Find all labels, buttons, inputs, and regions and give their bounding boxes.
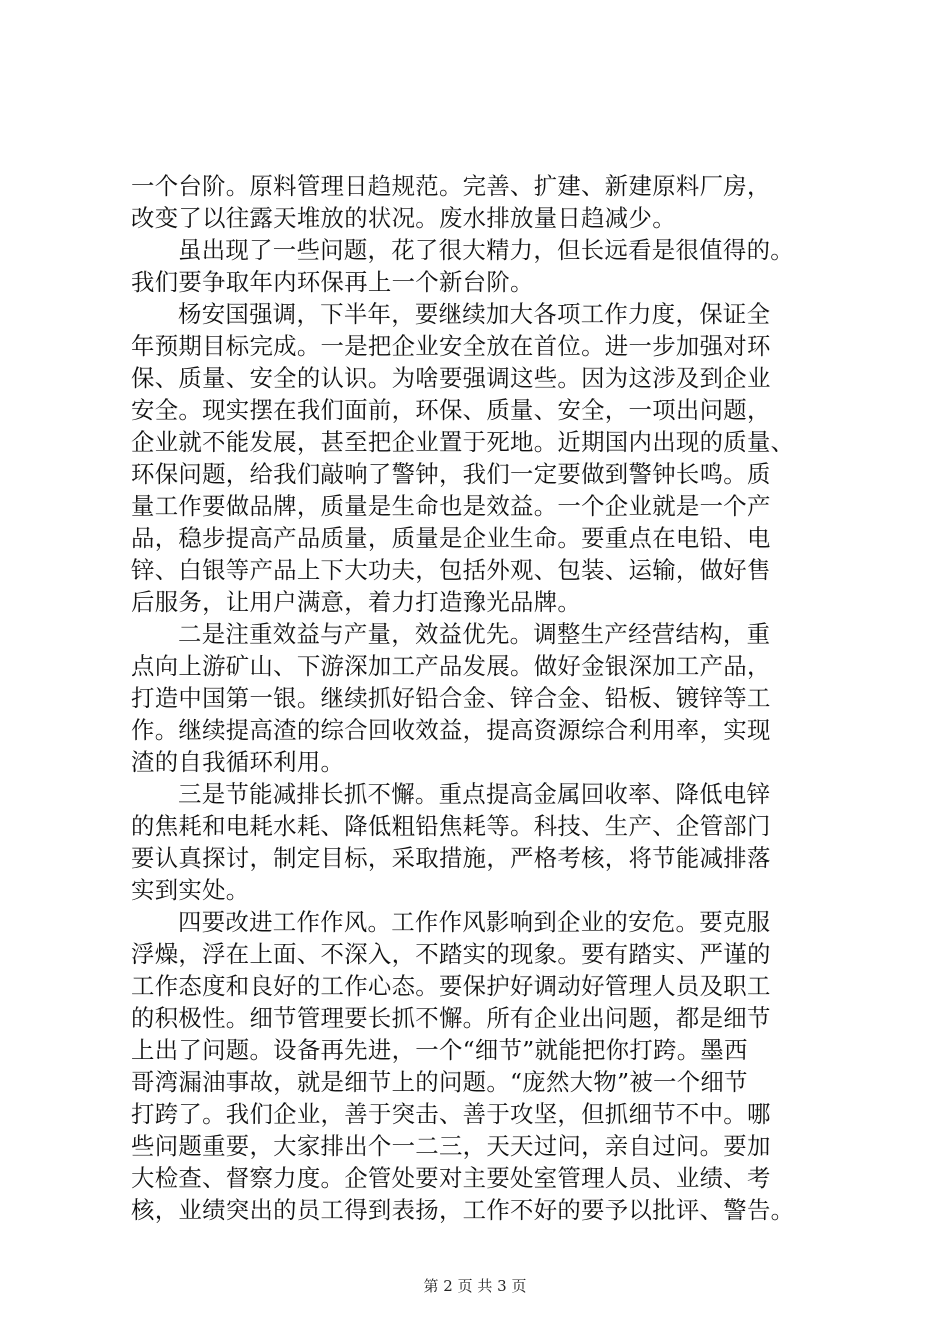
text-line: 后服务，让用户满意，着力打造豫光品牌。 — [131, 588, 582, 616]
text-line: 工作态度和良好的工作心态。要保护好调动好管理人员及职工 — [131, 972, 771, 1000]
text-line: 虽出现了一些问题，花了很大精力，但长远看是很值得的。 — [178, 236, 794, 264]
document-body — [131, 170, 831, 1226]
text-line: 点向上游矿山、下游深加工产品发展。做好金银深加工产品， — [131, 652, 771, 680]
text-line: 大检查、督察力度。企管处要对主要处室管理人员、业绩、考 — [131, 1164, 771, 1192]
text-line: 些问题重要，大家排出个一二三，天天过问，亲自过问。要加 — [131, 1132, 771, 1160]
text-line: 环保问题，给我们敲响了警钟，我们一定要做到警钟长鸣。质 — [131, 460, 771, 488]
text-line: 打跨了。我们企业，善于突击、善于攻坚，但抓细节不中。哪 — [131, 1100, 771, 1128]
text-line: 哥湾漏油事故，就是细节上的问题。“庞然大物”被一个细节 — [131, 1068, 748, 1096]
text-line: 品，稳步提高产品质量，质量是企业生命。要重点在电铅、电 — [131, 524, 771, 552]
text-line: 锌、白银等产品上下大功夫，包括外观、包装、运输，做好售 — [131, 556, 771, 584]
text-line: 我们要争取年内环保再上一个新台阶。 — [131, 268, 534, 296]
page-footer: 第 2 页 共 3 页 — [423, 1277, 527, 1295]
text-line: 改变了以往露天堆放的状况。废水排放量日趋减少。 — [131, 204, 676, 232]
text-line: 上出了问题。设备再先进，一个“细节”就能把你打跨。墨西 — [131, 1036, 748, 1064]
text-line: 渣的自我循环利用。 — [131, 748, 345, 776]
text-line: 三是节能减排长抓不懈。重点提高金属回收率、降低电锌 — [178, 780, 771, 808]
text-line: 实到实处。 — [131, 876, 250, 904]
text-line: 量工作要做品牌，质量是生命也是效益。一个企业就是一个产 — [131, 492, 771, 520]
text-line: 安全。现实摆在我们面前，环保、质量、安全，一项出问题， — [131, 396, 771, 424]
text-line: 企业就不能发展，甚至把企业置于死地。近期国内出现的质量、 — [131, 428, 795, 456]
text-line: 杨安国强调，下半年，要继续加大各项工作力度，保证全 — [178, 300, 771, 328]
text-line: 保、质量、安全的认识。为啥要强调这些。因为这涉及到企业 — [131, 364, 771, 392]
text-line: 打造中国第一银。继续抓好铅合金、锌合金、铅板、镀锌等工 — [131, 684, 771, 712]
text-line: 核，业绩突出的员工得到表扬，工作不好的要予以批评、警告。 — [131, 1196, 795, 1224]
text-line: 浮燥，浮在上面、不深入，不踏实的现象。要有踏实、严谨的 — [131, 940, 771, 968]
text-line: 作。继续提高渣的综合回收效益，提高资源综合利用率，实现 — [131, 716, 771, 744]
text-line: 的积极性。细节管理要长抓不懈。所有企业出问题，都是细节 — [131, 1004, 771, 1032]
text-line: 的焦耗和电耗水耗、降低粗铅焦耗等。科技、生产、企管部门 — [131, 812, 771, 840]
text-line: 一个台阶。原料管理日趋规范。完善、扩建、新建原料厂房， — [131, 172, 771, 200]
text-line: 二是注重效益与产量，效益优先。调整生产经营结构，重 — [178, 620, 771, 648]
text-line: 年预期目标完成。一是把企业安全放在首位。进一步加强对环 — [131, 332, 771, 360]
text-line: 四要改进工作作风。工作作风影响到企业的安危。要克服 — [178, 908, 771, 936]
text-line: 要认真探讨，制定目标，采取措施，严格考核，将节能减排落 — [131, 844, 771, 872]
